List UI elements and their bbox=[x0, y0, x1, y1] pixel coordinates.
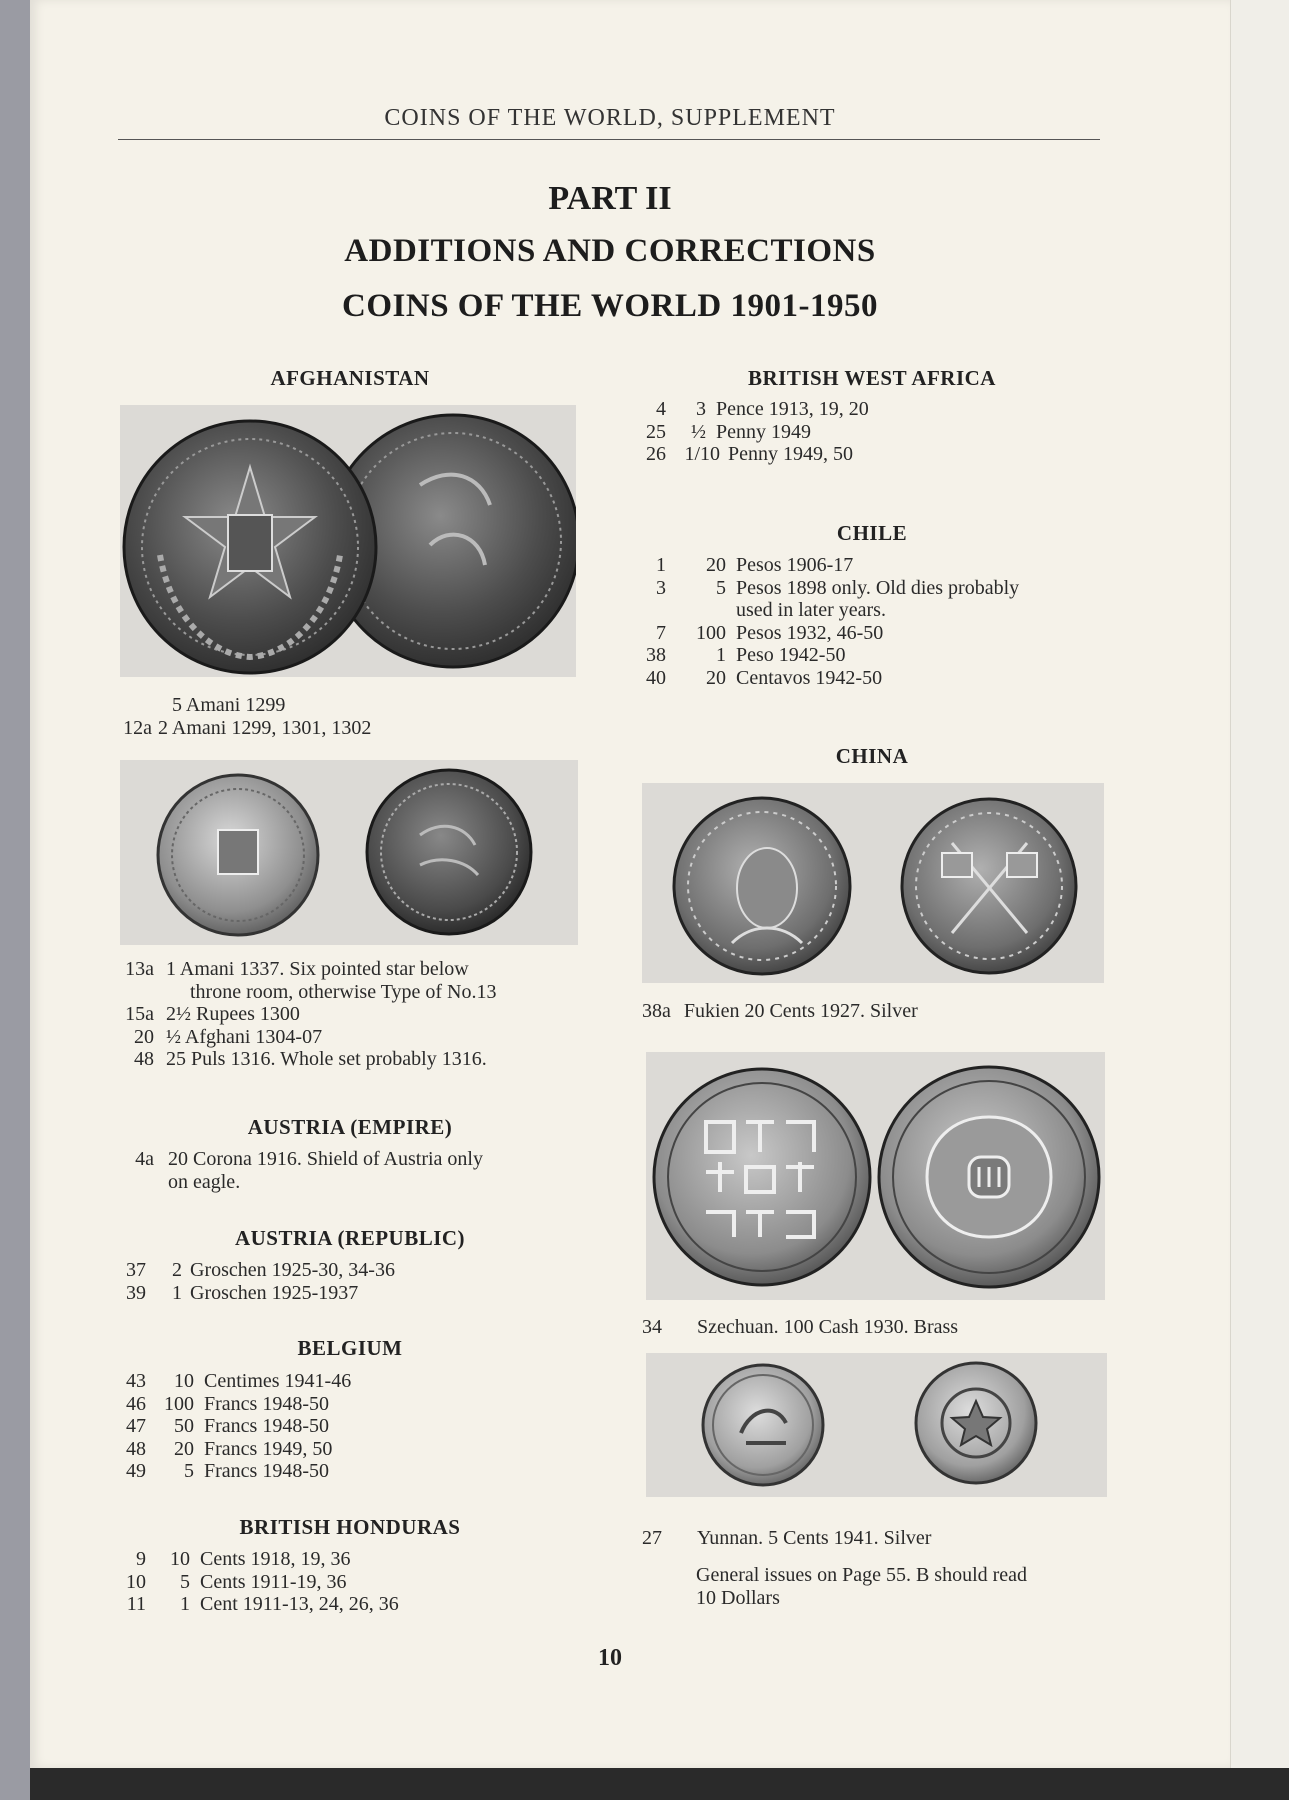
belgium-entries bbox=[120, 1370, 590, 1483]
china-general-note bbox=[696, 1564, 1116, 1610]
list-item: 20 ½ Afghani 1304-07 bbox=[134, 1025, 323, 1048]
heading-austria-republic: AUSTRIA (REPUBLIC) bbox=[234, 1226, 466, 1250]
chile-entries bbox=[642, 554, 1112, 689]
list-item: 39 1 Groschen 1925-1937 bbox=[126, 1281, 359, 1304]
list-item: 48 20 Francs 1949, 50 bbox=[126, 1437, 333, 1460]
list-item: 38 1 Peso 1942-50 bbox=[646, 644, 846, 666]
list-item: 47 50 Francs 1948-50 bbox=[126, 1415, 329, 1437]
page-title: COINS OF THE WORLD 1901-1950 bbox=[342, 288, 878, 324]
list-item: on eagle. bbox=[168, 1170, 241, 1193]
list-item: 1 20 Pesos 1906-17 bbox=[656, 554, 854, 576]
part-title: PART II bbox=[548, 180, 672, 217]
coin-photo-szechuan-100-cash bbox=[646, 1052, 1105, 1300]
list-item: 26 1/10 Penny 1949, 50 bbox=[646, 443, 853, 465]
coin-photo-yunnan-5-cents bbox=[646, 1353, 1107, 1497]
afghanistan-entries bbox=[120, 958, 590, 1071]
scanner-edge bbox=[0, 0, 30, 1800]
list-item: 25 ½ Penny 1949 bbox=[646, 420, 811, 443]
heading-belgium: BELGIUM bbox=[297, 1336, 403, 1360]
caption-text: Szechuan. 100 Cash 1930. Brass bbox=[697, 1316, 959, 1338]
austria-republic-entries bbox=[120, 1259, 590, 1304]
list-item: 4 3 Pence 1913, 19, 20 bbox=[656, 398, 869, 420]
list-item: 12a 2 Amani 1299, 1301, 1302 bbox=[123, 717, 372, 739]
list-item: 48 25 Puls 1316. Whole set probably 1316. bbox=[134, 1048, 487, 1070]
catalog-number: 27 bbox=[642, 1527, 662, 1549]
china-caption-yunnan bbox=[642, 1527, 1112, 1550]
page-number: 10 bbox=[598, 1645, 622, 1671]
british-honduras-entries bbox=[120, 1548, 590, 1616]
british-west-africa-entries bbox=[642, 398, 1112, 466]
list-item: 13a 1 Amani 1337. Six pointed star below bbox=[125, 958, 469, 980]
list-item: 5 Amani 1299 bbox=[172, 694, 286, 716]
afghan-photo1-caption bbox=[120, 694, 580, 740]
heading-china: CHINA bbox=[835, 744, 909, 768]
caption-text: Yunnan. 5 Cents 1941. Silver bbox=[697, 1527, 932, 1549]
list-item: 15a 2½ Rupees 1300 bbox=[125, 1003, 300, 1025]
coin-photo-fukien-20-cents bbox=[642, 783, 1104, 983]
running-head: COINS OF THE WORLD, SUPPLEMENT bbox=[384, 105, 836, 131]
list-item: 37 2 Groschen 1925-30, 34-36 bbox=[126, 1259, 395, 1281]
heading-british-honduras: BRITISH HONDURAS bbox=[239, 1515, 461, 1539]
list-item: 7 100 Pesos 1932, 46-50 bbox=[656, 621, 884, 644]
list-item: 46 100 Francs 1948-50 bbox=[126, 1392, 329, 1415]
list-item: 10 5 Cents 1911-19, 36 bbox=[126, 1570, 347, 1593]
heading-austria-empire: AUSTRIA (EMPIRE) bbox=[247, 1115, 453, 1139]
list-item: 11 1 Cent 1911-13, 24, 26, 36 bbox=[126, 1593, 399, 1615]
list-item: 40 20 Centavos 1942-50 bbox=[646, 666, 883, 689]
header-rule bbox=[118, 139, 1100, 140]
caption-text: Fukien 20 Cents 1927. Silver bbox=[683, 1000, 918, 1022]
note-line: General issues on Page 55. B should read bbox=[696, 1564, 1028, 1586]
list-item: 3 5 Pesos 1898 only. Old dies probably bbox=[656, 576, 1020, 599]
heading-chile: CHILE bbox=[836, 521, 908, 545]
section-subtitle: ADDITIONS AND CORRECTIONS bbox=[344, 233, 876, 269]
coin-photo-afghan-5-amani bbox=[120, 405, 576, 677]
facing-page-edge bbox=[1230, 0, 1289, 1768]
list-item: 43 10 Centimes 1941-46 bbox=[126, 1370, 352, 1392]
list-item: throne room, otherwise Type of No.13 bbox=[190, 980, 497, 1003]
catalog-number: 34 bbox=[642, 1316, 662, 1338]
note-line: 10 Dollars bbox=[696, 1587, 780, 1609]
list-item: 9 10 Cents 1918, 19, 36 bbox=[136, 1548, 351, 1570]
catalog-number: 38a bbox=[642, 1000, 671, 1022]
austria-empire-entries bbox=[120, 1148, 590, 1193]
list-item: 49 5 Francs 1948-50 bbox=[126, 1460, 329, 1482]
china-caption-fukien bbox=[642, 1000, 1112, 1023]
list-item: used in later years. bbox=[736, 599, 886, 621]
coin-photo-afghan-1-amani bbox=[120, 760, 578, 945]
china-caption-szechuan bbox=[642, 1316, 1112, 1339]
list-item: 4a 20 Corona 1916. Shield of Austria only bbox=[135, 1148, 483, 1170]
heading-afghanistan: AFGHANISTAN bbox=[270, 366, 430, 390]
heading-british-west-africa: BRITISH WEST AFRICA bbox=[748, 366, 996, 390]
